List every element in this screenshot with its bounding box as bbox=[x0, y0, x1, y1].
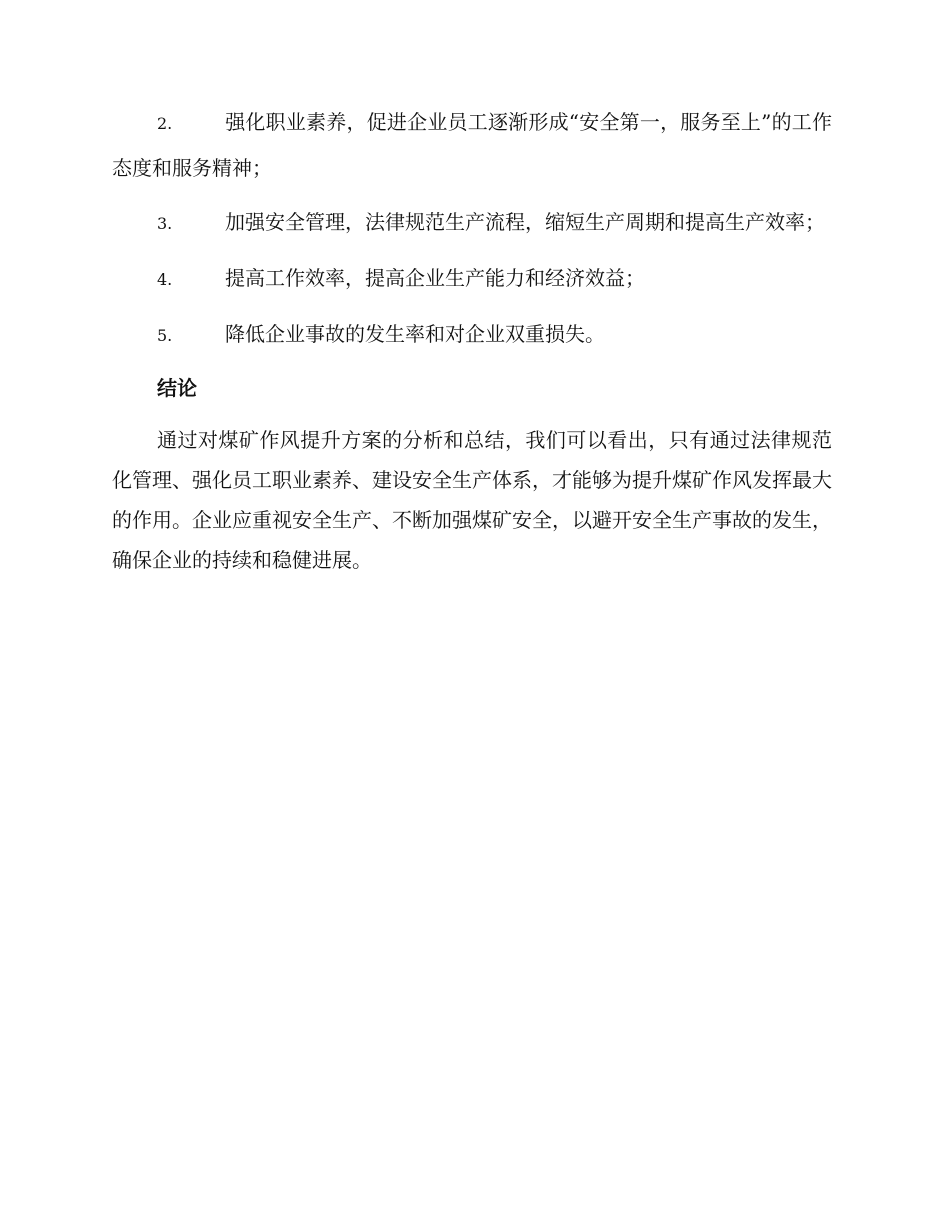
conclusion-paragraph: 通过对煤矿作风提升方案的分析和总结，我们可以看出，只有通过法律规范化管理、强化员工职业素养、建设安全生产体系，才能够为提升煤矿作风发挥最大的作用。企业应重视安全生产、不断加强煤矿安全，以避开安全生产事故的发生，确保企业的持续和稳健进展。 bbox=[112, 428, 832, 572]
list-item-text: 提高工作效率，提高企业生产能力和经济效益； bbox=[225, 266, 645, 290]
list-item-text: 降低企业事故的发生率和对企业双重损失。 bbox=[225, 322, 605, 346]
list-item-number: 5. bbox=[157, 326, 173, 345]
list-item bbox=[112, 312, 832, 358]
list-item-text: 强化职业素养，促进企业员工逐渐形成“安全第一，服务至上”的工作态度和服务精神； bbox=[112, 110, 832, 180]
list-item bbox=[112, 100, 832, 190]
conclusion-heading: 结论 bbox=[157, 376, 197, 400]
list-item-number: 4. bbox=[157, 270, 173, 289]
list-item bbox=[112, 256, 832, 302]
list-item-text: 加强安全管理，法律规范生产流程，缩短生产周期和提高生产效率； bbox=[225, 210, 825, 234]
numbered-list bbox=[112, 100, 832, 358]
list-item-number: 2. bbox=[157, 114, 173, 133]
list-item bbox=[112, 200, 832, 246]
list-item-number: 3. bbox=[157, 214, 173, 233]
